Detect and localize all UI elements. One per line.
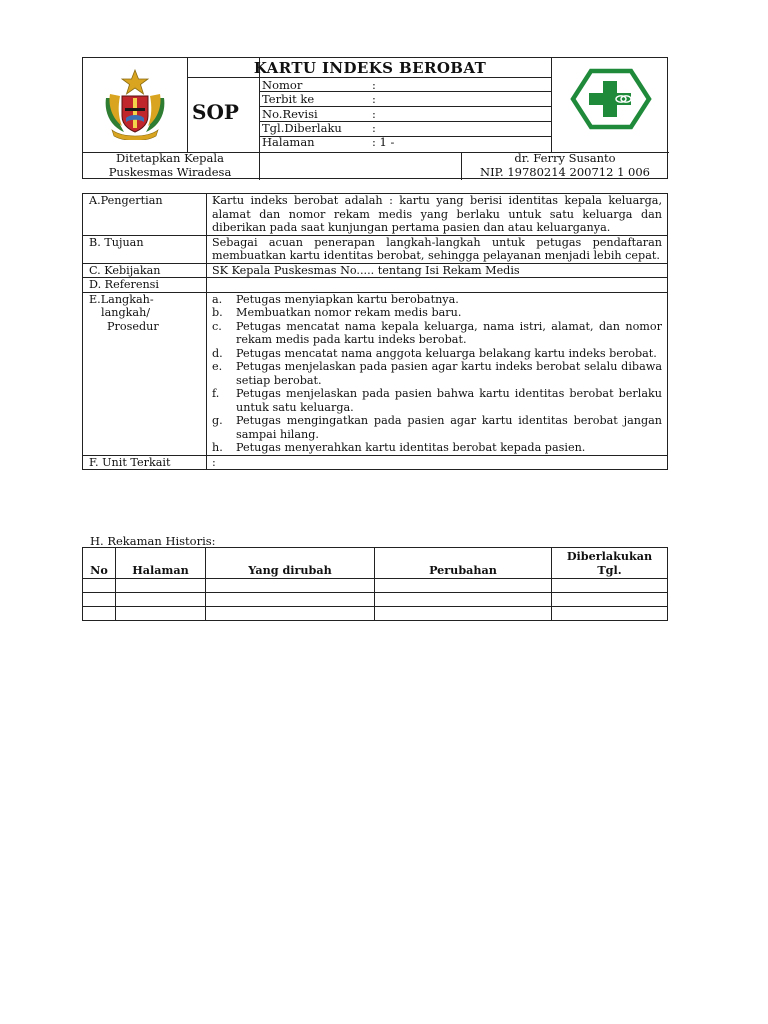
- history-body: [83, 579, 668, 621]
- step-text: Petugas mencatat nama anggota keluarga belakang kartu indeks berobat.: [236, 346, 657, 360]
- procedure-steps: [207, 292, 668, 455]
- label-pengertian: A.Pengertian: [83, 194, 207, 236]
- step-marker: f.: [212, 387, 220, 400]
- regency-crest-logo: [100, 68, 170, 140]
- meta-label-nomor: Nomor: [262, 78, 303, 92]
- document-title: KARTU INDEKS BEROBAT: [253, 59, 487, 77]
- meta-value-halaman: : 1 -: [372, 135, 395, 149]
- col-diberlakukan-line2: Tgl.: [597, 563, 622, 577]
- history-cell: [552, 593, 668, 607]
- history-cell: [375, 579, 552, 593]
- meta-value-nomor: :: [372, 78, 376, 92]
- history-cell: [552, 579, 668, 593]
- text-tujuan: Sebagai acuan penerapan langkah-langkah untuk petugas pendaftaran membuatkan kartu identitas berobat, sehingga pelayanan menjadi lebih cepat.: [207, 235, 668, 263]
- step-item: [212, 293, 662, 307]
- history-cell: [116, 593, 206, 607]
- label-langkah-2: langkah/: [101, 306, 151, 319]
- row-unit: [83, 455, 668, 470]
- history-cell: [375, 593, 552, 607]
- meta-label-halaman: Halaman: [262, 135, 315, 149]
- step-marker: e.: [212, 360, 223, 373]
- history-cell: [552, 607, 668, 621]
- history-cell: [206, 579, 375, 593]
- label-kebijakan: C. Kebijakan: [83, 263, 207, 278]
- label-referensi: D. Referensi: [83, 278, 207, 293]
- history-cell: [206, 593, 375, 607]
- text-kebijakan: SK Kepala Puskesmas No..... tentang Isi Rekam Medis: [207, 263, 668, 278]
- signer-nip: NIP. 19780214 200712 1 006: [480, 164, 650, 179]
- step-marker: g.: [212, 414, 223, 427]
- row-pengertian: [83, 194, 668, 236]
- step-item: [212, 441, 662, 455]
- col-perubahan: Perubahan: [375, 548, 552, 579]
- meta-label-terbit: Terbit ke: [262, 92, 315, 106]
- puskesmas-logo: [569, 67, 653, 131]
- col-diberlakukan-line1: Diberlakukan: [566, 549, 653, 563]
- history-row: [83, 607, 668, 621]
- step-item: [212, 360, 662, 387]
- step-text: Petugas mengingatkan pada pasien agar kartu identitas berobat jangan sampai hilang.: [236, 414, 662, 441]
- history-cell: [375, 607, 552, 621]
- history-title: H. Rekaman Historis:: [90, 534, 216, 548]
- step-text: Petugas menjelaskan pada pasien agar kartu indeks berobat selalu dibawa setiap berobat.: [236, 360, 662, 387]
- meta-label-diberlaku: Tgl.Diberlaku: [262, 121, 342, 135]
- row-tujuan: [83, 235, 668, 263]
- approval-line-1: Ditetapkan Kepala: [116, 151, 224, 165]
- history-cell: [206, 607, 375, 621]
- step-text: Membuatkan nomor rekam medis baru.: [236, 306, 462, 319]
- label-tujuan: B. Tujuan: [83, 235, 207, 263]
- row-kebijakan: [83, 263, 668, 278]
- history-cell: [116, 607, 206, 621]
- step-text: Petugas menjelaskan pada pasien bahwa kartu identitas berobat berlaku untuk satu keluarga.: [236, 387, 662, 414]
- step-marker: a.: [212, 292, 223, 306]
- step-item: [212, 320, 662, 347]
- history-cell: [83, 607, 116, 621]
- col-halaman: Halaman: [116, 548, 206, 579]
- step-item: [212, 347, 662, 361]
- step-item: [212, 414, 662, 441]
- row-langkah: [83, 292, 668, 455]
- step-text: Petugas menyerahkan kartu identitas berobat kepada pasien.: [236, 441, 586, 454]
- text-referensi: [207, 278, 668, 293]
- text-pengertian: Kartu indeks berobat adalah : kartu yang berisi identitas kepala keluarga, alamat dan nomor rekam medis yang berlaku untuk satu keluarga dan diberikan pada saat kunjungan pertama pasien dan atau keluarganya.: [207, 194, 668, 236]
- label-langkah: [83, 292, 207, 455]
- history-cell: [116, 579, 206, 593]
- col-no: No: [83, 548, 116, 579]
- history-cell: [83, 579, 116, 593]
- col-diberlakukan: [552, 548, 668, 579]
- meta-value-revisi: :: [372, 107, 376, 121]
- signer-block: [462, 152, 668, 179]
- meta-value-diberlaku: :: [372, 121, 376, 135]
- history-row: [83, 593, 668, 607]
- label-unit: F. Unit Terkait: [83, 455, 207, 470]
- step-marker: d.: [212, 346, 223, 360]
- label-langkah-3: Prosedur: [107, 319, 159, 333]
- step-text: Petugas mencatat nama kepala keluarga, nama istri, alamat, dan nomor rekam medis pada kartu indeks berobat.: [236, 319, 662, 346]
- history-row: [83, 579, 668, 593]
- sop-content-table: [82, 193, 668, 470]
- signer-name: dr. Ferry Susanto: [514, 151, 616, 165]
- history-header-row: [83, 548, 668, 579]
- col-yang-dirubah: Yang dirubah: [206, 548, 375, 579]
- label-langkah-1: E.Langkah-: [89, 292, 154, 306]
- step-text: Petugas menyiapkan kartu berobatnya.: [236, 292, 459, 306]
- sop-label: SOP: [192, 100, 239, 124]
- history-cell: [83, 593, 116, 607]
- step-marker: b.: [212, 306, 223, 319]
- meta-label-revisi: No.Revisi: [262, 107, 318, 121]
- step-item: [212, 387, 662, 414]
- step-marker: h.: [212, 441, 223, 454]
- meta-value-terbit: :: [372, 92, 376, 106]
- text-unit: :: [207, 455, 668, 470]
- steps-list: [212, 293, 662, 455]
- step-item: [212, 306, 662, 320]
- approval-block: [82, 152, 258, 179]
- history-table: [82, 547, 668, 621]
- row-referensi: [83, 278, 668, 293]
- approval-line-2: Puskesmas Wiradesa: [108, 164, 232, 179]
- step-marker: c.: [212, 319, 222, 333]
